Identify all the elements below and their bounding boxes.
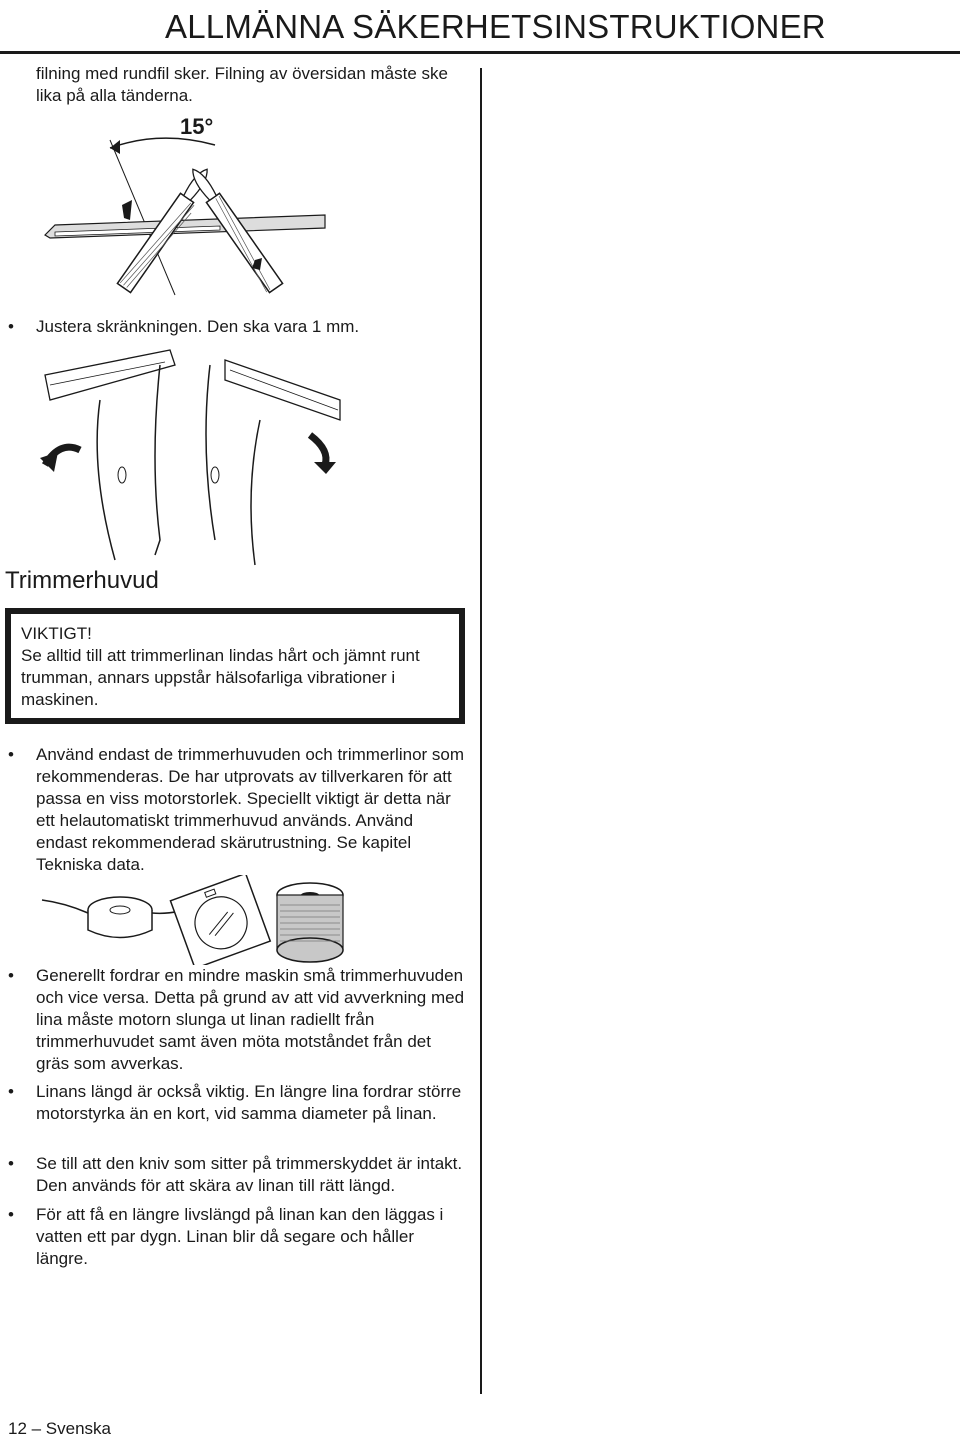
bullet-dot: • bbox=[8, 745, 14, 764]
bullet-dot: • bbox=[8, 1154, 14, 1173]
page-header-title: ALLMÄNNA SÄKERHETSINSTRUKTIONER bbox=[165, 8, 826, 45]
bullet-text: Linans längd är också viktig. En längre lina fordrar större motorstyrka än en kort, vid samma diameter på linan. bbox=[36, 1082, 462, 1123]
section-heading: Trimmerhuvud bbox=[5, 567, 159, 594]
bullet-setting bbox=[8, 316, 456, 338]
bullet-item bbox=[8, 1204, 466, 1270]
bullet-dot: • bbox=[8, 966, 14, 985]
bullet-item bbox=[8, 744, 466, 876]
trimmer-accessories-illustration bbox=[40, 875, 370, 965]
bullet-text: Använd endast de trimmerhuvuden och trimmerlinor som rekommenderas. De har utprovats av tillverkaren för att passa en viss motorstorlek. Speciellt viktigt är detta när ett helautomatiskt trimmerhuvud används. Använd endast rekommenderad skärutrustning. Se kapitel Tekniska data. bbox=[36, 745, 465, 874]
filing-illustration bbox=[40, 110, 340, 310]
bullet-text: Se till att den kniv som sitter på trimmerskyddet är intakt. Den används för att skära av linan till rätt längd. bbox=[36, 1154, 463, 1195]
intro-paragraph: filning med rundfil sker. Filning av översidan måste ske lika på alla tänderna. bbox=[36, 64, 448, 105]
bullet-setting-text: Justera skränkningen. Den ska vara 1 mm. bbox=[36, 317, 360, 336]
page-footer: 12 – Svenska bbox=[8, 1419, 112, 1438]
bullet-dot: • bbox=[8, 1082, 14, 1101]
column-divider bbox=[480, 68, 482, 1394]
bullet-dot: • bbox=[8, 1205, 14, 1224]
angle-label: 15° bbox=[180, 114, 214, 139]
warning-box bbox=[5, 608, 465, 724]
bullet-item bbox=[8, 1153, 466, 1197]
bullet-item bbox=[8, 965, 466, 1075]
bullet-text: För att få en längre livslängd på linan kan den läggas i vatten ett par dygn. Linan blir då segare och håller längre. bbox=[36, 1205, 444, 1268]
warning-title: VIKTIGT! bbox=[21, 624, 92, 643]
bullet-text: Generellt fordrar en mindre maskin små trimmerhuvuden och vice versa. Detta på grund av att vid avverkning med lina måste motorn slunga ut linan radiellt från trimmerhuvudet samt även möta motståndet från det gräs som avverkas. bbox=[36, 966, 465, 1073]
bullet-dot: • bbox=[8, 317, 14, 336]
bullet-item bbox=[8, 1081, 466, 1125]
saw-setting-illustration bbox=[40, 340, 360, 570]
header-rule bbox=[0, 51, 960, 54]
warning-text: Se alltid till att trimmerlinan lindas hårt och jämnt runt trumman, annars uppstår hälsofarliga vibrationer i maskinen. bbox=[21, 646, 420, 709]
